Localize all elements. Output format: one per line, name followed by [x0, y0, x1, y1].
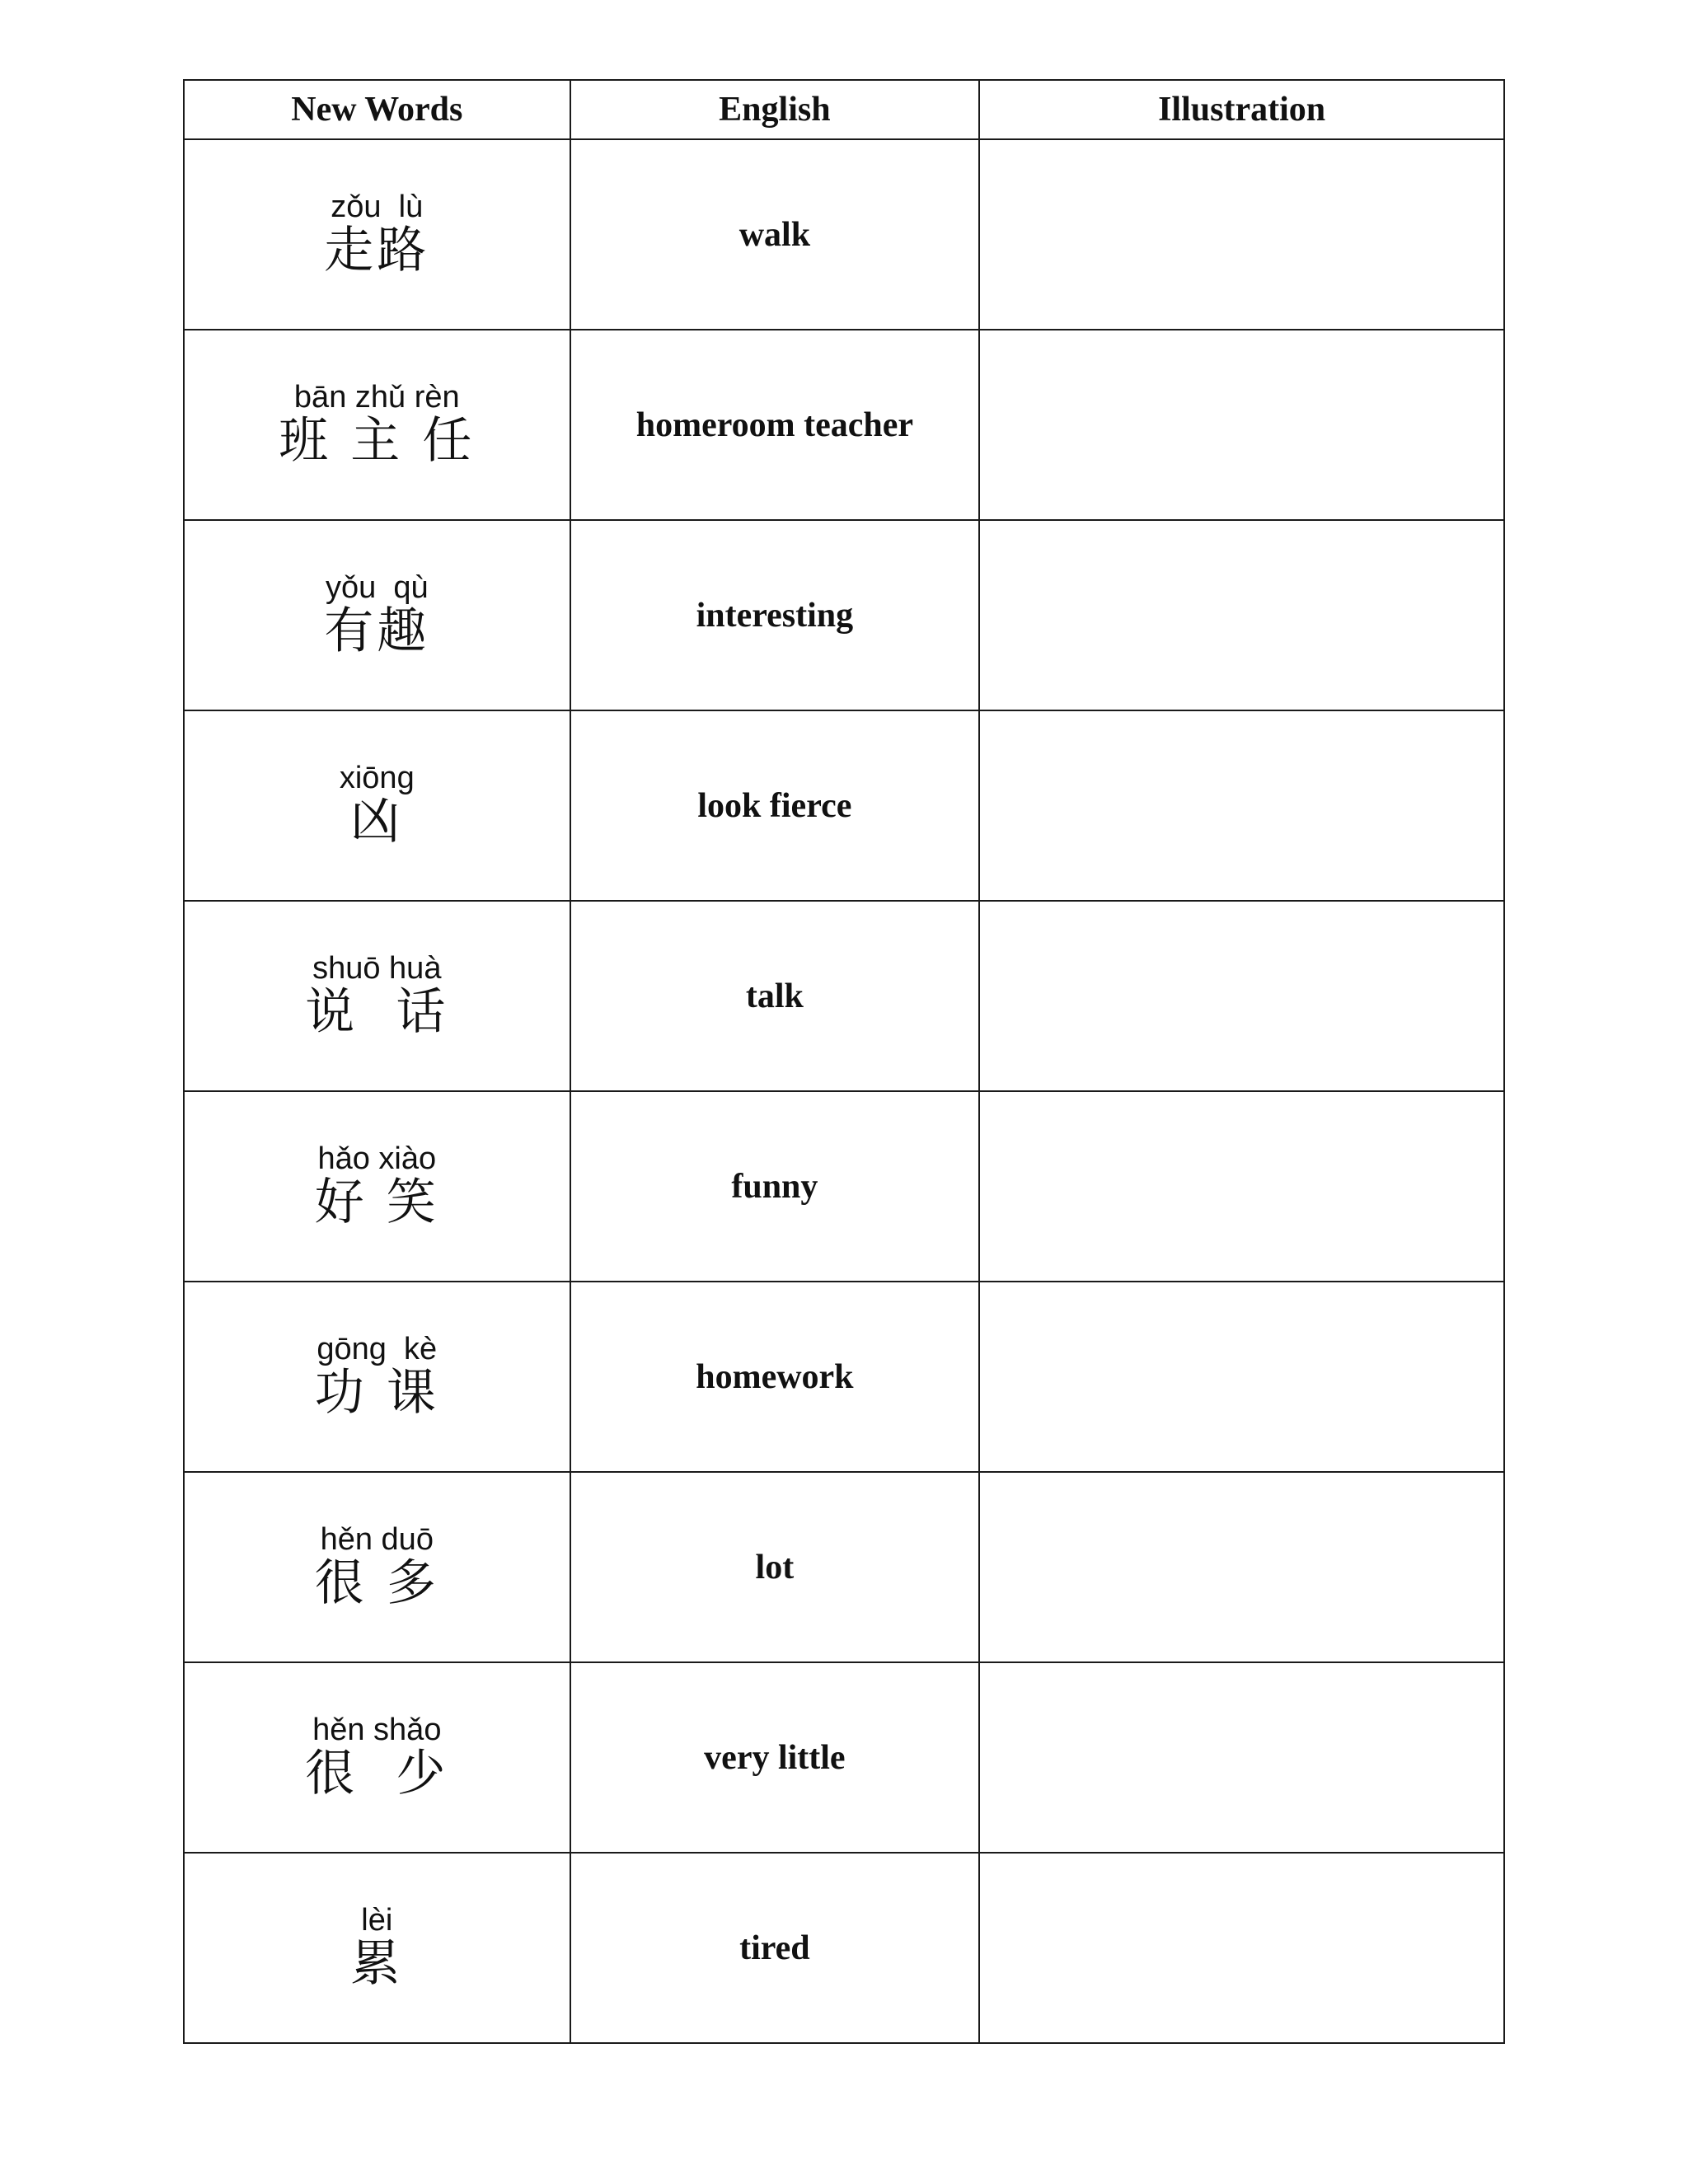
pinyin-label: hěn duō — [320, 1521, 434, 1557]
table-row — [184, 330, 1504, 520]
hanzi-label: 好 笑 — [314, 1174, 439, 1232]
table-row — [184, 1853, 1504, 2043]
table-row — [184, 139, 1504, 330]
pinyin-label: zǒu lù — [331, 189, 424, 224]
pinyin-label: hǎo xiào — [317, 1141, 437, 1176]
english-cell: homeroom teacher — [570, 330, 980, 520]
table-row — [184, 1091, 1504, 1282]
illustration-cell — [979, 1662, 1504, 1853]
table-row — [184, 520, 1504, 710]
table-header-row — [184, 80, 1504, 139]
hanzi-label: 累 — [350, 1935, 404, 1994]
header-new-words: New Words — [184, 80, 570, 139]
illustration-cell — [979, 330, 1504, 520]
word-cell — [184, 1472, 570, 1662]
illustration-cell — [979, 1472, 1504, 1662]
illustration-cell — [979, 901, 1504, 1091]
illustration-cell — [979, 1853, 1504, 2043]
pinyin-label: bān zhǔ rèn — [293, 379, 460, 415]
illustration-cell — [979, 520, 1504, 710]
hanzi-label: 凶 — [350, 793, 404, 851]
pinyin-label: lèi — [361, 1902, 393, 1938]
header-illustration: Illustration — [979, 80, 1504, 139]
table-row — [184, 1662, 1504, 1853]
word-cell — [184, 1662, 570, 1853]
illustration-cell — [979, 1091, 1504, 1282]
word-cell — [184, 520, 570, 710]
hanzi-label: 说 话 — [305, 983, 449, 1042]
table-row — [184, 1472, 1504, 1662]
word-cell — [184, 710, 570, 901]
word-cell — [184, 1853, 570, 2043]
word-cell — [184, 901, 570, 1091]
hanzi-label: 很 多 — [314, 1554, 439, 1613]
pinyin-label: gōng kè — [316, 1331, 438, 1366]
english-cell: interesting — [570, 520, 980, 710]
table-row — [184, 1282, 1504, 1472]
vocabulary-table — [183, 79, 1505, 2044]
english-cell: walk — [570, 139, 980, 330]
english-cell: look fierce — [570, 710, 980, 901]
illustration-cell — [979, 139, 1504, 330]
english-cell: tired — [570, 1853, 980, 2043]
english-cell: talk — [570, 901, 980, 1091]
word-cell — [184, 139, 570, 330]
illustration-cell — [979, 1282, 1504, 1472]
hanzi-label: 功 课 — [314, 1364, 439, 1422]
pinyin-label: yǒu qù — [325, 569, 429, 605]
english-cell: very little — [570, 1662, 980, 1853]
pinyin-label: hěn shǎo — [312, 1712, 442, 1747]
english-cell: funny — [570, 1091, 980, 1282]
hanzi-label: 走路 — [324, 222, 430, 280]
illustration-cell — [979, 710, 1504, 901]
pinyin-label: xiōng — [339, 760, 415, 795]
table-row — [184, 901, 1504, 1091]
hanzi-label: 很 少 — [305, 1745, 449, 1803]
header-english: English — [570, 80, 980, 139]
table-row — [184, 710, 1504, 901]
english-cell: lot — [570, 1472, 980, 1662]
english-cell: homework — [570, 1282, 980, 1472]
word-cell — [184, 330, 570, 520]
word-cell — [184, 1091, 570, 1282]
hanzi-label: 班 主 任 — [279, 412, 476, 471]
pinyin-label: shuō huà — [312, 950, 442, 986]
word-cell — [184, 1282, 570, 1472]
hanzi-label: 有趣 — [324, 602, 430, 661]
